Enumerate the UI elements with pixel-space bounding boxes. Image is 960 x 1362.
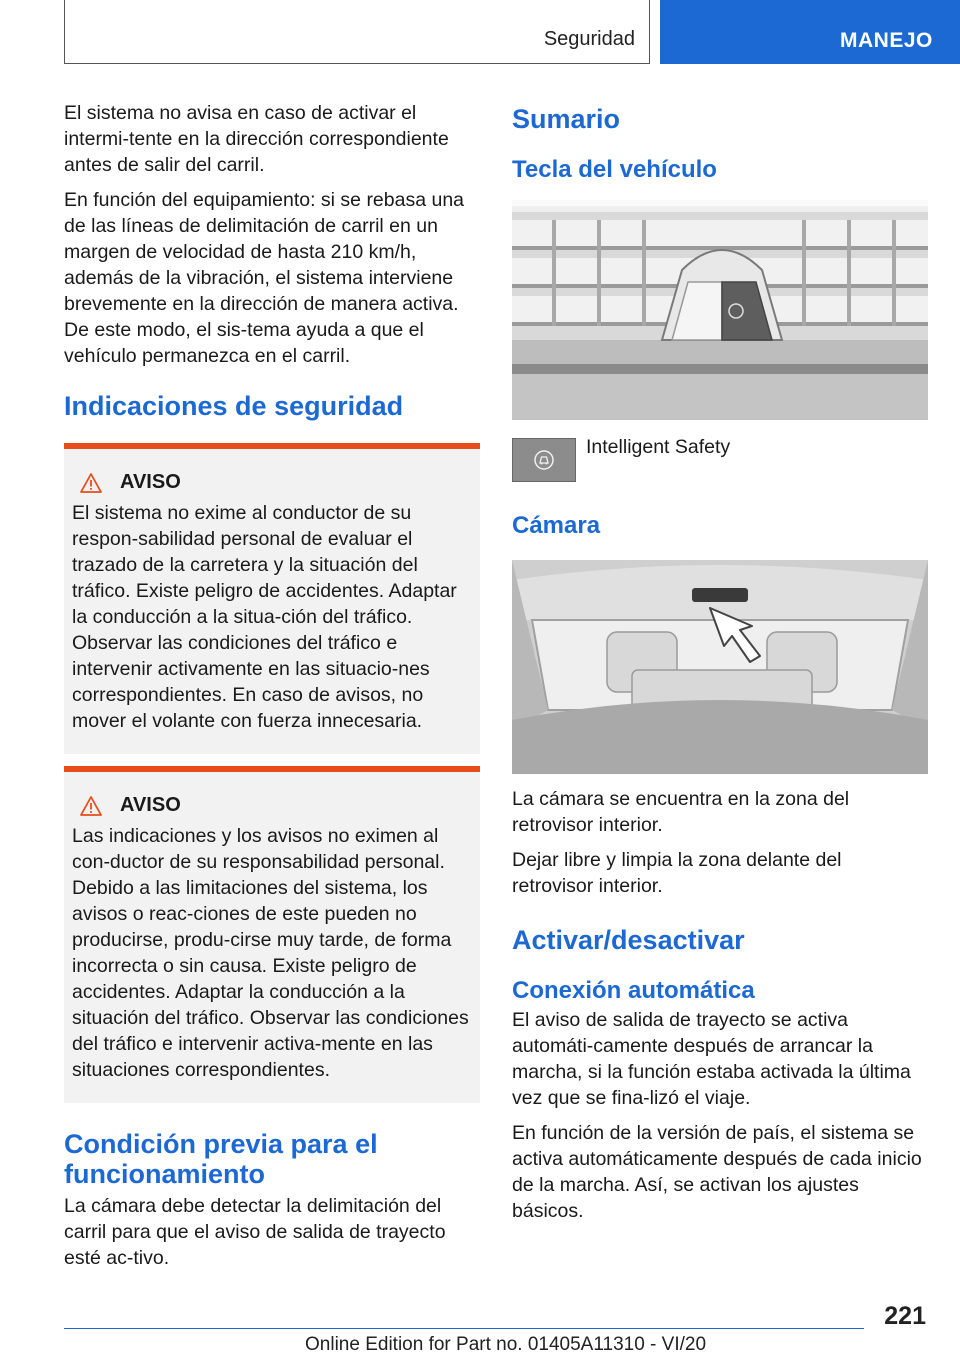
page-number: 221 xyxy=(884,1302,926,1330)
vehicle-button-heading: Tecla del vehículo xyxy=(512,156,717,183)
left-column xyxy=(64,100,480,1280)
camera-heading: Cámara xyxy=(512,512,601,539)
precondition-text: La cámara debe detectar la delimitación del carril para que el aviso de salida de trayecto esté ac-tivo. xyxy=(64,1195,446,1269)
auto-paragraph-2: En función de la versión de país, el sistema se activa automáticamente después de cada inicio de la marcha. Así, se activan los ajustes básicos. xyxy=(512,1122,922,1222)
auto-connect-heading: Conexión automática xyxy=(512,977,755,1004)
section-title: Seguridad xyxy=(543,28,635,50)
intelligent-safety-button-icon[interactable] xyxy=(512,438,576,482)
footer-edition: Online Edition for Part no. 01405A11310 - VI/20 xyxy=(305,1334,707,1355)
warning-triangle-icon xyxy=(80,473,102,493)
vehicle-button-photo xyxy=(512,200,928,420)
footer-divider xyxy=(64,1328,864,1329)
warning-label: AVISO xyxy=(120,471,181,493)
safety-heading: Indicaciones de seguridad xyxy=(64,391,404,421)
chapter-tab[interactable] xyxy=(660,0,960,64)
auto-paragraph-1: El aviso de salida de trayecto se activa automáti-camente después de arrancar la marcha, si la función estaba activada la última vez que se fina-lizó el viaje. xyxy=(512,1009,911,1109)
chapter-tab-label: MANEJO xyxy=(840,29,933,52)
intro-paragraph-2: En función del equipamiento: si se rebasa una de las líneas de delimitación de carril en un margen de velocidad de hasta 210 km/h, además de la vibración, el sistema interviene brevemente en la dirección de manera activa. De este modo, el sis-tema ayuda a que el vehículo permanezca en el carril. xyxy=(64,189,465,367)
header-section-box xyxy=(64,0,650,64)
intro-paragraph-1: El sistema no avisa en caso de activar el intermi-tente en la dirección correspondiente antes de salir del carril. xyxy=(64,102,449,176)
warning-text: Las indicaciones y los avisos no eximen al con-ductor de su responsabilidad personal. Debido a las limitaciones del sistema, los avisos o reac-ciones de este pueden no producirse, produ-cirse muy tarde, de forma incorrecta o sin causa. Existe peligro de accidentes. Adaptar la conducción a la situación del tráfico. Observar las condiciones del tráfico e intervenir activa-mente en las situaciones correspondientes. xyxy=(72,825,469,1081)
camera-paragraph-1: La cámara se encuentra en la zona del retrovisor interior. xyxy=(512,788,850,836)
right-column xyxy=(512,100,928,1233)
warning-triangle-icon xyxy=(80,796,102,816)
warning-box-1 xyxy=(64,443,480,754)
camera-location-photo xyxy=(512,560,928,774)
precondition-heading: Condición previa para el funcionamiento xyxy=(64,1129,378,1189)
warning-box-2 xyxy=(64,766,480,1103)
intelligent-safety-label: Intelligent Safety xyxy=(586,436,731,458)
warning-label: AVISO xyxy=(120,794,181,816)
intelligent-safety-row xyxy=(512,438,928,482)
warning-text: El sistema no exime al conductor de su respon-sabilidad personal de evaluar el trazado de la carretera y la situación del tráfico. Existe peligro de accidentes. Adaptar la conducción a la situa-ción del tráfico. Observar las condiciones del tráfico e intervenir activamente en las situacio-nes correspondientes. En caso de avisos, no mover el volante con fuerza innecesaria. xyxy=(72,502,457,732)
activate-heading: Activar/desactivar xyxy=(512,925,745,955)
summary-heading: Sumario xyxy=(512,104,621,134)
camera-paragraph-2: Dejar libre y limpia la zona delante del retrovisor interior. xyxy=(512,849,842,897)
